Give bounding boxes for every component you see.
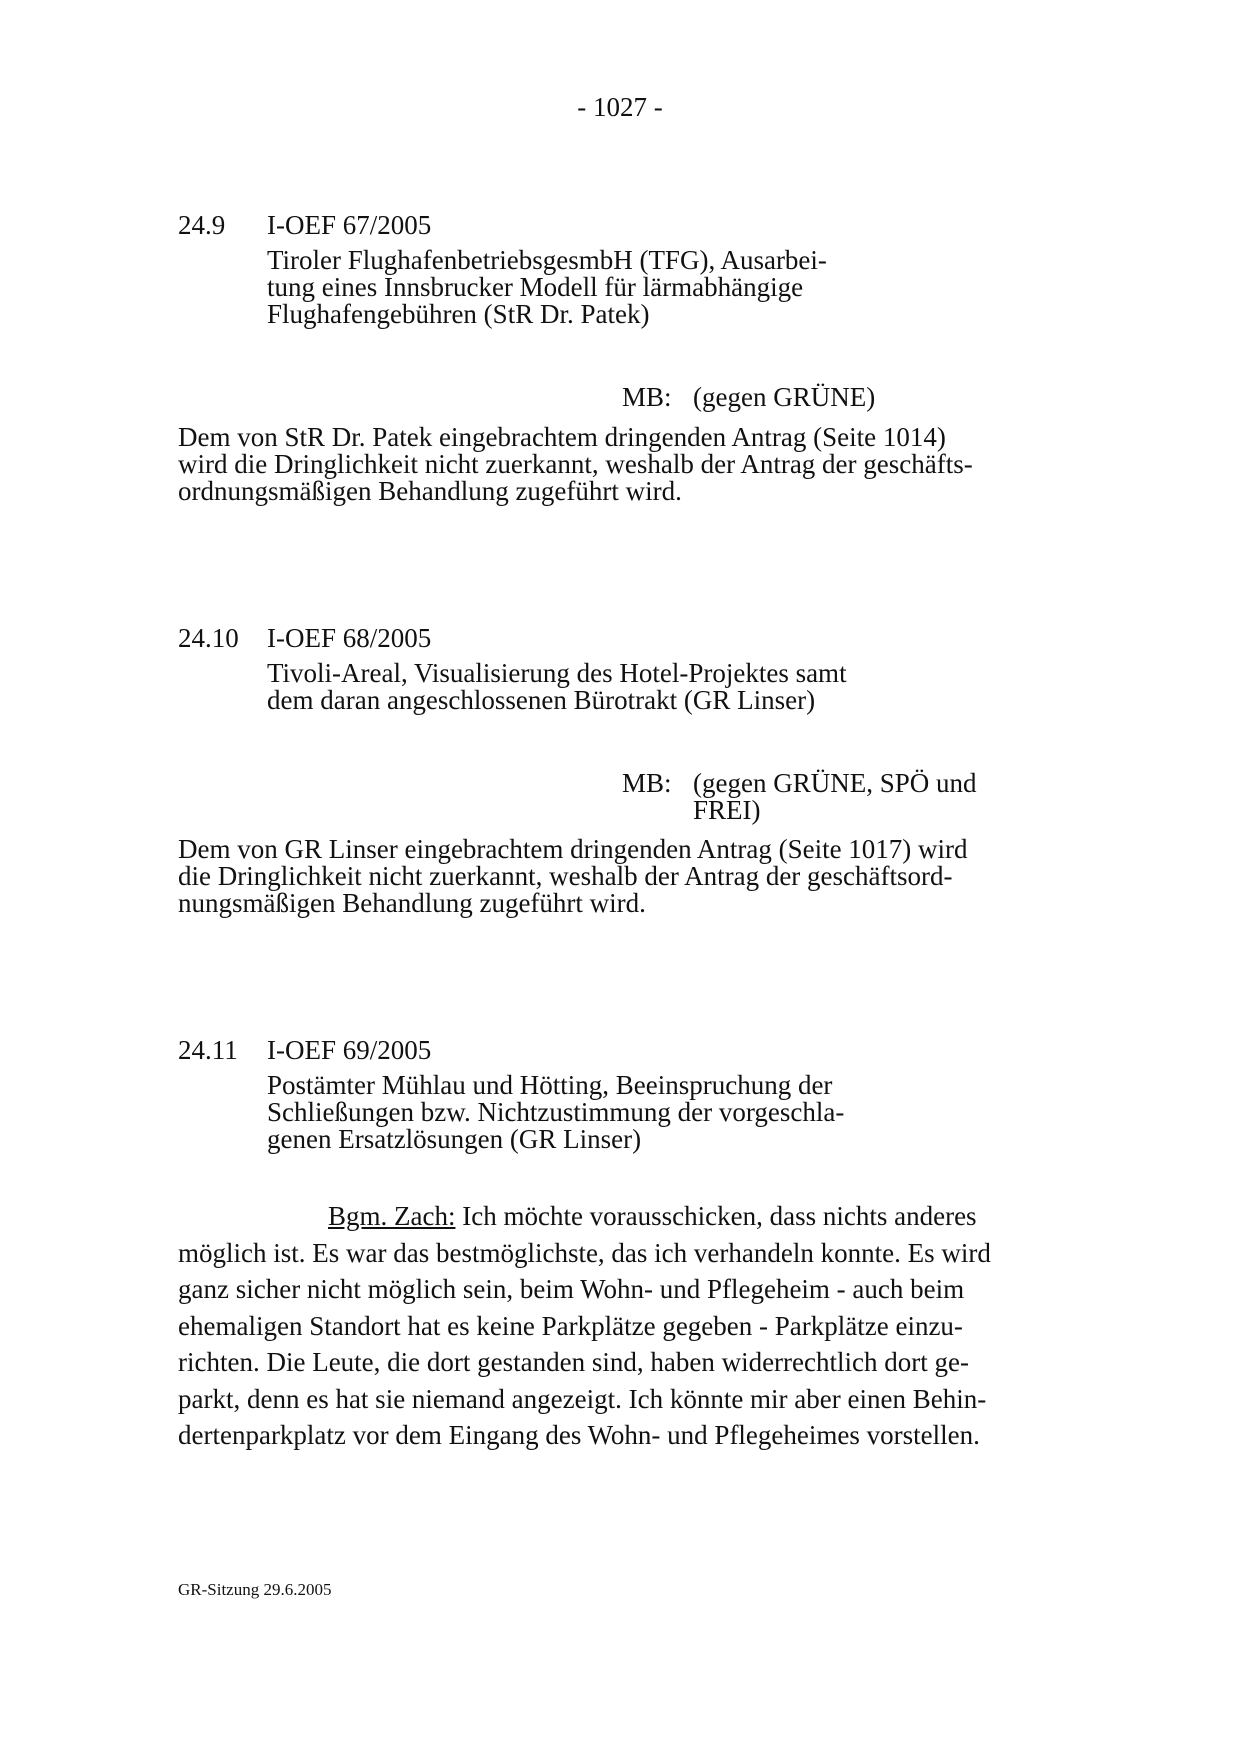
vote-label: MB: (622, 768, 672, 798)
description-line: genen Ersatzlösungen (GR Linser) (267, 1124, 642, 1154)
speech-text: Ich möchte vorausschicken, dass nichts anderes (455, 1201, 977, 1231)
resolution-line: Dem von StR Dr. Patek eingebrachtem dringenden Antrag (Seite 1014) (178, 422, 946, 452)
item-heading (178, 210, 1078, 240)
item-description (267, 660, 917, 714)
item-heading (178, 623, 1078, 653)
speech-first-line (178, 1198, 1058, 1235)
item-number: 24.9 (178, 210, 226, 240)
page-number: - 1027 - (577, 92, 663, 122)
description-line: Postämter Mühlau und Hötting, Beeinspruchung der (267, 1070, 833, 1100)
item-description (267, 1072, 917, 1153)
resolution-line: ordnungsmäßigen Behandlung zugeführt wird. (178, 476, 682, 506)
item-description (267, 247, 917, 328)
resolution-line: die Dringlichkeit nicht zuerkannt, weshalb der Antrag der geschäftsord- (178, 861, 953, 891)
resolution-line: Dem von GR Linser eingebrachtem dringenden Antrag (Seite 1017) wird (178, 834, 968, 864)
agenda-item (178, 623, 1078, 714)
resolution-line: nungsmäßigen Behandlung zugeführt wird. (178, 888, 646, 918)
vote-label: MB: (622, 382, 672, 412)
agenda-item (178, 210, 1078, 328)
description-line: Tivoli-Areal, Visualisierung des Hotel-Projektes samt (267, 658, 847, 688)
speech-paragraph (178, 1198, 1058, 1454)
description-line: Tiroler FlughafenbetriebsgesmbH (TFG), Ausarbei- (267, 245, 827, 275)
speech-line: dertenparkplatz vor dem Eingang des Wohn- und Pflegeheimes vorstellen. (178, 1420, 980, 1450)
description-line: dem daran angeschlossenen Bürotrakt (GR Linser) (267, 685, 816, 715)
speech-line: ehemaligen Standort hat es keine Parkplätze gegeben - Parkplätze einzu- (178, 1310, 963, 1341)
item-number: 24.10 (178, 623, 239, 653)
description-line: Flughafengebühren (StR Dr. Patek) (267, 299, 650, 329)
page-footer: GR-Sitzung 29.6.2005 (178, 1580, 332, 1599)
vote-result (622, 384, 1042, 411)
item-code: I-OEF 68/2005 (267, 623, 432, 653)
speech-line: ganz sicher nicht möglich sein, beim Wohn- und Pflegeheim - auch beim (178, 1274, 965, 1304)
item-number: 24.11 (178, 1035, 238, 1065)
resolution-text (178, 424, 1058, 505)
vote-value: (gegen GRÜNE, SPÖ und FREI) (693, 768, 977, 825)
item-heading (178, 1035, 1078, 1065)
speech-line: möglich ist. Es war das bestmöglichste, das ich verhandeln konnte. Es wird (178, 1237, 991, 1268)
resolution-text (178, 836, 1058, 917)
agenda-item (178, 1035, 1078, 1153)
item-code: I-OEF 67/2005 (267, 210, 432, 240)
vote-result (622, 770, 1042, 824)
description-line: Schließungen bzw. Nichtzustimmung der vorgeschla- (267, 1097, 845, 1127)
speech-line: richten. Die Leute, die dort gestanden sind, haben widerrechtlich dort ge- (178, 1347, 969, 1377)
speech-line: parkt, denn es hat sie niemand angezeigt. Ich könnte mir aber einen Behin- (178, 1383, 987, 1414)
vote-value: (gegen GRÜNE) (693, 382, 876, 412)
resolution-line: wird die Dringlichkeit nicht zuerkannt, weshalb der Antrag der geschäfts- (178, 449, 973, 479)
item-code: I-OEF 69/2005 (267, 1035, 432, 1065)
description-line: tung eines Innsbrucker Modell für lärmabhängige (267, 272, 804, 302)
speaker-name: Bgm. Zach: (328, 1201, 456, 1231)
